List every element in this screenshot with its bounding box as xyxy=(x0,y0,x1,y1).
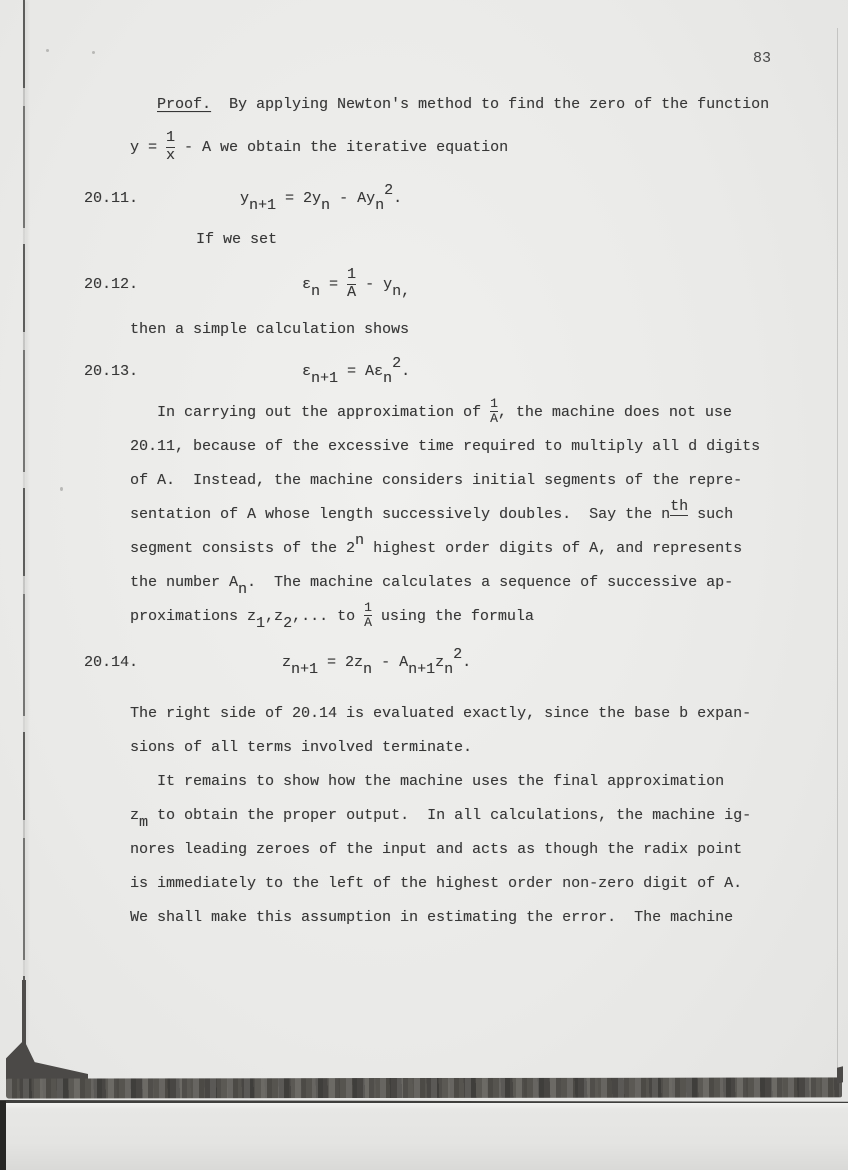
fraction: $\frac{1}{A}$ xyxy=(347,266,357,302)
text-line: segment consists of the 2n highest order digits of A, and represents xyxy=(130,532,743,557)
scanner-background xyxy=(0,1103,848,1170)
text-line: proximations z1,z2,... to $\frac{1}{A}$ using the formula xyxy=(130,600,534,632)
page-curl-band xyxy=(6,1077,842,1098)
equation-line: 20.13. εn+1 = Aεn2. xyxy=(130,347,810,396)
equation-number: 20.13. xyxy=(84,363,139,380)
text-line: of A. Instead, the machine considers initial segments of the repre- xyxy=(130,472,743,489)
bottom-left-shadow-strip xyxy=(0,1101,6,1170)
text-line: Proof. By applying Newton's method to find the zero of the function xyxy=(157,96,770,113)
text-line: The right side of 20.14 is evaluated exactly, since the base b expan- xyxy=(130,705,752,722)
equation-number: 20.12. xyxy=(84,276,139,293)
text-line: y = $\frac{1}{x}$ - A we obtain the iterative equation xyxy=(130,129,509,165)
equation-number: 20.14. xyxy=(84,654,139,671)
equation-number: 20.11. xyxy=(84,190,139,207)
page-curl-band-end xyxy=(837,1066,843,1083)
text-line: sentation of A whose length successively doubles. Say the nth such xyxy=(130,498,734,523)
text-line: then a simple calculation shows xyxy=(130,321,410,338)
text-line: sions of all terms involved terminate. xyxy=(130,739,473,756)
text-line: the number An. The machine calculates a sequence of successive ap- xyxy=(130,574,734,598)
page-right-edge xyxy=(837,28,838,1072)
text-line: It remains to show how the machine uses the final approximation xyxy=(157,773,725,790)
binding-fold-line xyxy=(23,0,25,1052)
fraction: $\frac{1}{A}$ xyxy=(490,396,498,427)
text-line: We shall make this assumption in estimating the error. The machine xyxy=(130,909,734,926)
text-line: 20.11, because of the excessive time required to multiply all d digits xyxy=(130,438,761,455)
equation-line: 20.14. zn+1 = 2zn - An+1zn2. xyxy=(130,634,810,692)
fraction: $\frac{1}{A}$ xyxy=(364,600,372,631)
text-line: nores leading zeroes of the input and acts as though the radix point xyxy=(130,841,743,858)
text-line: If we set xyxy=(196,231,278,248)
text-line: In carrying out the approximation of $\frac{1}{A}$ , the machine does not use xyxy=(157,396,732,427)
page-number: 83 xyxy=(753,50,772,67)
fraction: $\frac{1}{x}$ xyxy=(166,129,176,165)
text-line: is immediately to the left of the highest order non-zero digit of A. xyxy=(130,875,743,892)
text-column xyxy=(84,88,810,935)
text-line: zm to obtain the proper output. In all calculations, the machine ig- xyxy=(130,807,752,831)
binding-fold-line-bottom xyxy=(22,980,26,1050)
scan-speck xyxy=(46,49,49,52)
equation-line: 20.12. εn = $\frac{1}{A}$ - yn, xyxy=(130,257,810,313)
scan-speck xyxy=(60,487,63,491)
equation-line: 20.11. yn+1 = 2yn - Ayn2. xyxy=(130,174,810,223)
scan-speck xyxy=(92,51,95,54)
